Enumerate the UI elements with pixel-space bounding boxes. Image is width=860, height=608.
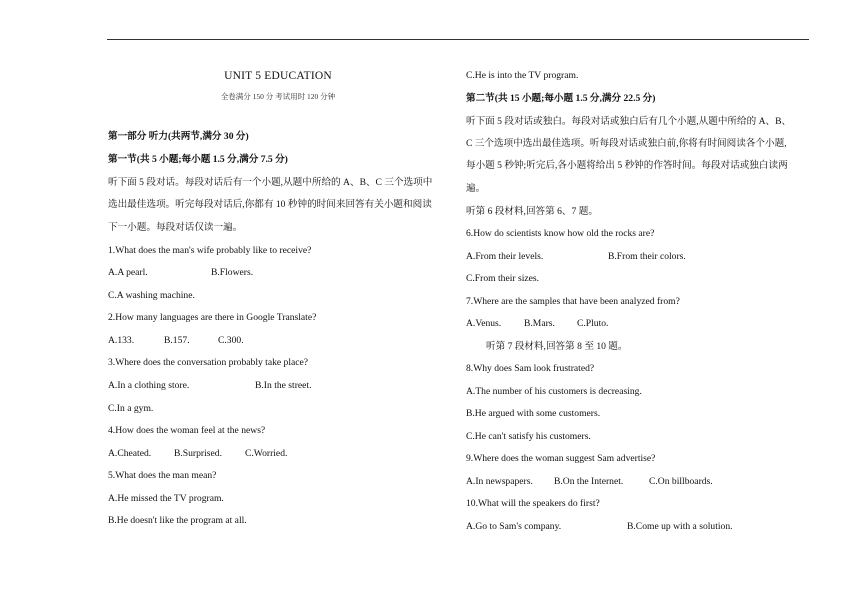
section1-instruction-line: 听下面 5 段对话。每段对话后有一个小题,从题中所给的 A、B、C 三个选项中	[108, 177, 433, 188]
material-7-intro: 听第 7 段材料,回答第 8 至 10 题。	[486, 341, 628, 352]
top-rule	[107, 39, 809, 40]
q4-option-a: A.Cheated.	[108, 448, 152, 459]
q10-option-b: B.Come up with a solution.	[627, 521, 733, 532]
q4-option-b: B.Surprised.	[174, 448, 222, 459]
question-1: 1.What does the man's wife probably like to receive?	[108, 245, 312, 256]
section1-instruction-line: 下一小题。每段对话仅读一遍。	[108, 222, 243, 233]
q1-option-a: A.A pearl.	[108, 267, 148, 278]
section1-heading: 第一节(共 5 小题;每小题 1.5 分,满分 7.5 分)	[108, 154, 288, 165]
question-7: 7.Where are the samples that have been analyzed from?	[466, 296, 680, 307]
question-6: 6.How do scientists know how old the rocks are?	[466, 228, 655, 239]
q5-option-b: B.He doesn't like the program at all.	[108, 515, 247, 526]
section2-instruction-line: 遍。	[466, 183, 486, 194]
section2-instruction-line: C 三个选项中选出最佳选项。听每段对话或独白前,你将有时间阅读各个小题,	[466, 138, 787, 149]
q8-option-c: C.He can't satisfy his customers.	[466, 431, 591, 442]
section2-heading: 第二节(共 15 小题;每小题 1.5 分,满分 22.5 分)	[466, 93, 656, 104]
q8-option-b: B.He argued with some customers.	[466, 408, 601, 419]
q2-option-a: A.133.	[108, 335, 135, 346]
q9-option-a: A.In newspapers.	[466, 476, 533, 487]
q1-option-c: C.A washing machine.	[108, 290, 195, 301]
section1-instruction-line: 选出最佳选项。听完每段对话后,你都有 10 秒钟的时间来回答有关小题和阅读	[108, 199, 432, 210]
q4-option-c: C.Worried.	[245, 448, 288, 459]
question-10: 10.What will the speakers do first?	[466, 498, 600, 509]
part1-heading: 第一部分 听力(共两节,满分 30 分)	[108, 131, 249, 142]
q8-option-a: A.The number of his customers is decreasing.	[466, 386, 642, 397]
question-2: 2.How many languages are there in Google Translate?	[108, 312, 317, 323]
q9-option-c: C.On billboards.	[649, 476, 713, 487]
material-6-intro: 听第 6 段材料,回答第 6、7 题。	[466, 206, 598, 217]
q9-option-b: B.On the Internet.	[554, 476, 624, 487]
q1-option-b: B.Flowers.	[211, 267, 254, 278]
q3-option-b: B.In the street.	[255, 380, 312, 391]
q6-option-b: B.From their colors.	[608, 251, 686, 262]
q7-option-b: B.Mars.	[524, 318, 555, 329]
page-title: UNIT 5 EDUCATION	[224, 70, 332, 82]
q3-option-a: A.In a clothing store.	[108, 380, 190, 391]
q2-option-c: C.300.	[218, 335, 244, 346]
q6-option-c: C.From their sizes.	[466, 273, 540, 284]
q7-option-a: A.Venus.	[466, 318, 502, 329]
q6-option-a: A.From their levels.	[466, 251, 544, 262]
question-3: 3.Where does the conversation probably take place?	[108, 357, 309, 368]
q3-option-c: C.In a gym.	[108, 403, 154, 414]
section2-instruction-line: 听下面 5 段对话或独白。每段对话或独白后有几个小题,从题中所给的 A、B、	[466, 116, 792, 127]
page-subtitle: 全卷满分 150 分 考试用时 120 分钟	[220, 92, 336, 101]
question-5: 5.What does the man mean?	[108, 470, 217, 481]
question-4: 4.How does the woman feel at the news?	[108, 425, 266, 436]
q2-option-b: B.157.	[164, 335, 190, 346]
question-8: 8.Why does Sam look frustrated?	[466, 363, 595, 374]
section2-instruction-line: 每小题 5 秒钟;听完后,各小题将给出 5 秒钟的作答时间。每段对话或独白读两	[466, 160, 788, 171]
q5-option-a: A.He missed the TV program.	[108, 493, 224, 504]
question-9: 9.Where does the woman suggest Sam advertise?	[466, 453, 656, 464]
q10-option-a: A.Go to Sam's company.	[466, 521, 562, 532]
q5-option-c: C.He is into the TV program.	[466, 70, 579, 81]
q7-option-c: C.Pluto.	[577, 318, 609, 329]
